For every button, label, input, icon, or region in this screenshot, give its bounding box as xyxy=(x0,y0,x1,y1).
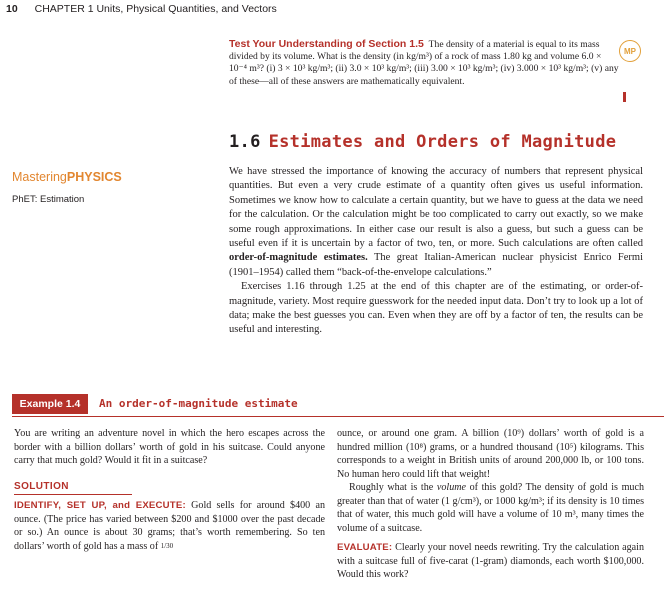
identify-label: IDENTIFY, SET UP, and EXECUTE: xyxy=(14,500,186,511)
evaluate-step: EVALUATE: Clearly your novel needs rewriting. Try the calculation again with a suitcase full of five-carat (1-gram) diamonds, each worth $100,000. Would this work? xyxy=(337,542,644,580)
section-title: Estimates and Orders of Magnitude xyxy=(268,132,617,152)
mp-badge-icon[interactable]: MP xyxy=(619,40,641,62)
section-number: 1.6 xyxy=(229,132,261,152)
section-body xyxy=(229,165,643,338)
tyu-end-mark xyxy=(623,92,626,102)
example-title: An order-of-magnitude estimate xyxy=(99,397,298,410)
running-header xyxy=(6,3,277,15)
chapter-title: CHAPTER 1 Units, Physical Quantities, and Vectors xyxy=(34,3,277,15)
tyu-body: The density of a material is equal to its mass divided by its volume. What is the density (in kg/m³) of a rock of mass 1.80 kg and volume 6.0 × 10⁻⁴ m³? (i) 3 × 10³ kg/m³; (ii) 3.0 × 10³ kg/m³; (iii) 3.00 × 10³ kg/m³; (iv) 3.000 × 10³ kg/m³; (v) any of these—all of these answers are mathematically equivalent. xyxy=(229,39,619,87)
evaluate-label: EVALUATE: xyxy=(337,542,393,553)
example-question: You are writing an adventure novel in which the hero escapes across the border with a billion dollars’ worth of gold in his suitcase. Could anyone carry that much gold? Would it fit in a suitcase? xyxy=(14,428,325,466)
paragraph-2: Exercises 1.16 through 1.25 at the end of this chapter are of the estimating, or order-of-magnitude, variety. Most require guesswork for the needed input data. Don’t try to look up a lot of data; make the best guesses you can. Even when they are off by a factor of ten, the results can be useful and interesting. xyxy=(229,281,643,336)
term-order-of-magnitude: order-of-magnitude estimates. xyxy=(229,252,368,264)
section-heading xyxy=(229,132,616,152)
example-label: Example 1.4 xyxy=(12,394,88,414)
page-number: 10 xyxy=(6,3,18,15)
tyu-title: Test Your Understanding of Section 1.5 xyxy=(229,38,424,50)
mastering-physics-logo[interactable] xyxy=(12,170,122,184)
paragraph-1: We have stressed the importance of knowing the accuracy of numbers that represent physical quantities. But even a very crude estimate of a quantity often gives us useful information. Sometimes we know how to calculate a certain quantity, but we have to guess at the data we need for the calculation. Or the calculation might be too complicated to carry out exactly, so we make some rough approximations. In either case our result is also a guess, but such a guess can be useful even if it is uncertain by a factor of two, ten, or more. Such calculations are often called order-of-magnitude estimates. The great Italian-American nuclear physicist Enrico Fermi (1901–1954) called them “back-of-the-envelope calculations.” xyxy=(229,166,643,278)
fraction: 1/30 xyxy=(160,541,174,550)
density-paragraph: Roughly what is the volume of this gold? The density of gold is much greater than that of water (1 g/cm³), or 1000 kg/m³; if its density is 10 times that of water, this much gold will have a volume of 10 m³, many times the volume of a suitcase. xyxy=(337,482,644,534)
phet-link[interactable]: PhET: Estimation xyxy=(12,194,85,205)
logo-mastering: Mastering xyxy=(12,170,67,184)
test-your-understanding xyxy=(229,38,619,88)
solution-label: SOLUTION xyxy=(14,480,132,496)
identify-continued: ounce, or around one gram. A billion (10⁹) dollars’ worth of gold is a hundred million (10⁸) grams, or a hundred thousand (10⁵) kilograms. This corresponds to a weight in British units of around 200,000 lb, or 100 tons. No human hero could lift that weight! xyxy=(337,428,644,480)
identify-step: IDENTIFY, SET UP, and EXECUTE: Gold sells for around $400 an ounce. (The price has varied between $200 and $1000 over the past decade or so.) An ounce is about 30 grams; that’s worth remembering. So ten dollars’ worth of gold has a mass of 1/30 xyxy=(14,500,325,552)
example-column-left xyxy=(14,427,325,553)
example-column-right xyxy=(337,427,644,582)
logo-physics: PHYSICS xyxy=(66,170,122,184)
